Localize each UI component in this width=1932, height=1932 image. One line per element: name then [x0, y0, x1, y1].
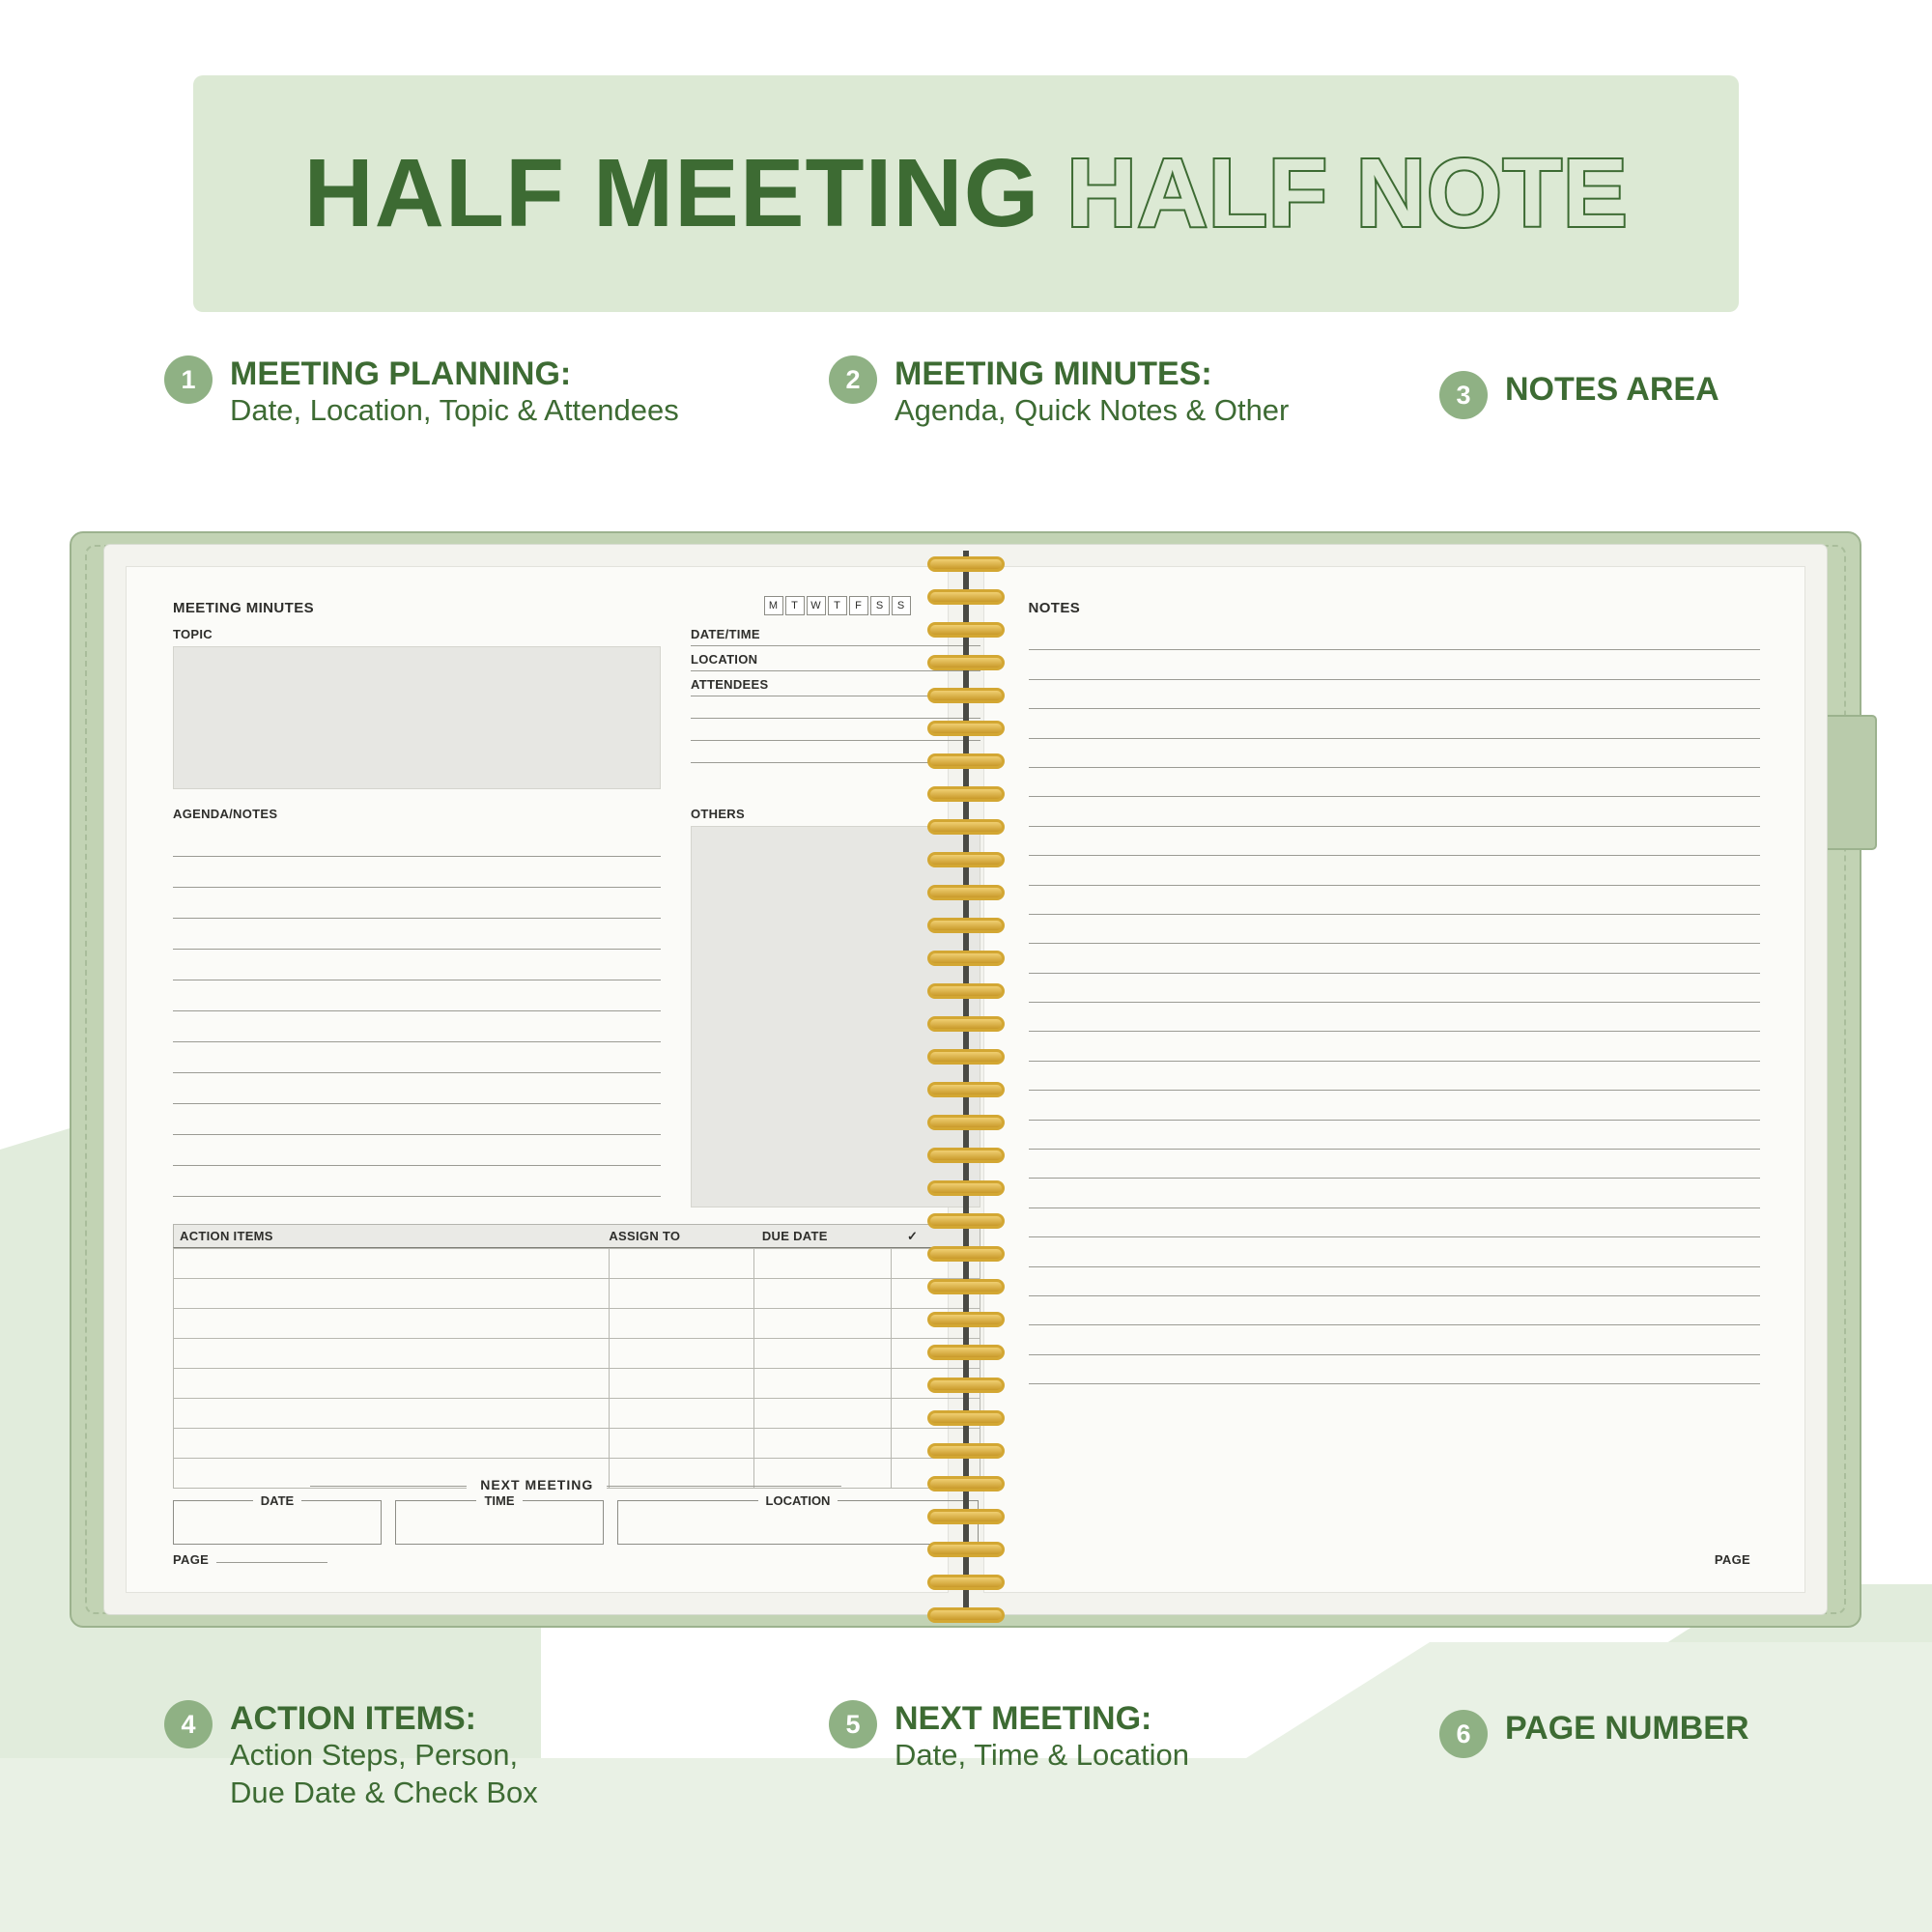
day-of-week-boxes [764, 596, 911, 615]
notes-line[interactable] [1029, 1062, 1761, 1091]
title-secondary: HALF NOTE [1066, 139, 1629, 247]
legend-badge-3: 3 [1439, 371, 1488, 419]
cell-assign[interactable] [609, 1249, 753, 1279]
legend-title-4: ACTION ITEMS: [230, 1700, 476, 1737]
agenda-line[interactable] [173, 1073, 661, 1104]
action-items-rows [173, 1248, 980, 1489]
legend-title-5: NEXT MEETING: [895, 1700, 1152, 1737]
notes-line[interactable] [1029, 621, 1761, 650]
notes-line[interactable] [1029, 1237, 1761, 1266]
day-box-sat[interactable]: S [870, 596, 890, 615]
day-box-wed[interactable]: W [807, 596, 826, 615]
cell-action[interactable] [174, 1369, 610, 1399]
notes-line[interactable] [1029, 680, 1761, 709]
cell-assign[interactable] [609, 1429, 753, 1459]
notes-line[interactable] [1029, 944, 1761, 973]
spiral-coil [927, 1443, 1005, 1459]
legend-title-6: PAGE NUMBER [1505, 1710, 1749, 1747]
agenda-line[interactable] [173, 888, 661, 919]
notes-line[interactable] [1029, 768, 1761, 797]
assign-to-col-header: ASSIGN TO [609, 1229, 681, 1243]
notes-line[interactable] [1029, 1325, 1761, 1354]
spiral-coil [927, 1279, 1005, 1294]
cell-assign[interactable] [609, 1279, 753, 1309]
table-row[interactable] [174, 1399, 980, 1429]
field-label-attendees: ATTENDEES [691, 677, 769, 692]
check-col-header: ✓ [906, 1229, 919, 1243]
notes-line[interactable] [1029, 650, 1761, 679]
action-items-table [173, 1224, 980, 1489]
day-box-thu[interactable]: T [828, 596, 847, 615]
legend-subtitle-4b: Due Date & Check Box [230, 1775, 538, 1809]
page-stack [104, 545, 1827, 1614]
table-row[interactable] [174, 1309, 980, 1339]
cell-action[interactable] [174, 1249, 610, 1279]
spiral-coil [927, 1575, 1005, 1590]
legend-item-1 [164, 355, 679, 430]
page-number-left [173, 1552, 327, 1567]
legend-item-2 [829, 355, 1289, 430]
day-box-fri[interactable]: F [849, 596, 868, 615]
table-row[interactable] [174, 1429, 980, 1459]
page-number-left-rule[interactable] [216, 1562, 327, 1563]
agenda-line[interactable] [173, 950, 661, 980]
table-row[interactable] [174, 1279, 980, 1309]
cell-due[interactable] [754, 1249, 892, 1279]
legend-bottom [145, 1700, 1845, 1874]
spiral-coil [927, 918, 1005, 933]
spiral-coil [927, 1312, 1005, 1327]
spiral-coil [927, 1082, 1005, 1097]
next-meeting-location-label: LOCATION [758, 1493, 838, 1508]
spiral-coil [927, 589, 1005, 605]
notes-line[interactable] [1029, 709, 1761, 738]
agenda-notes-lines[interactable] [173, 826, 661, 1228]
notes-line[interactable] [1029, 1267, 1761, 1296]
cell-assign[interactable] [609, 1309, 753, 1339]
cell-assign[interactable] [609, 1339, 753, 1369]
page-notes [983, 566, 1806, 1593]
agenda-line[interactable] [173, 919, 661, 950]
page-number-right-label: PAGE [1714, 1552, 1750, 1567]
notes-line[interactable] [1029, 1296, 1761, 1325]
page-meeting-minutes [126, 566, 949, 1593]
notes-line[interactable] [1029, 1032, 1761, 1061]
agenda-line[interactable] [173, 1104, 661, 1135]
field-label-location: LOCATION [691, 652, 758, 667]
notebook [70, 531, 1861, 1628]
spiral-coil [927, 1213, 1005, 1229]
spiral-coil [927, 556, 1005, 572]
cell-due[interactable] [754, 1399, 892, 1429]
notes-line[interactable] [1029, 1179, 1761, 1208]
notes-line[interactable] [1029, 1121, 1761, 1150]
spiral-coil [927, 1180, 1005, 1196]
cell-due[interactable] [754, 1339, 892, 1369]
spiral-coil [927, 951, 1005, 966]
cell-due[interactable] [754, 1279, 892, 1309]
spiral-coil [927, 1345, 1005, 1360]
agenda-line[interactable] [173, 980, 661, 1011]
spiral-coil [927, 1476, 1005, 1492]
table-row[interactable] [174, 1339, 980, 1369]
cell-action[interactable] [174, 1339, 610, 1369]
table-row[interactable] [174, 1369, 980, 1399]
legend-item-5 [829, 1700, 1189, 1775]
spiral-coil [927, 983, 1005, 999]
cell-action[interactable] [174, 1279, 610, 1309]
spiral-coil [927, 885, 1005, 900]
legend-title-3: NOTES AREA [1505, 371, 1719, 408]
legend-badge-5: 5 [829, 1700, 877, 1748]
cell-action[interactable] [174, 1309, 610, 1339]
topic-input-area[interactable] [173, 646, 661, 789]
legend-top [145, 355, 1845, 462]
legend-item-4 [164, 1700, 538, 1812]
cell-action[interactable] [174, 1429, 610, 1459]
notes-heading: NOTES [1028, 600, 1081, 616]
spiral-coil [927, 1607, 1005, 1623]
spiral-coil [927, 1148, 1005, 1163]
spiral-coil [927, 1016, 1005, 1032]
agenda-line[interactable] [173, 826, 661, 857]
next-meeting-boxes [173, 1493, 980, 1545]
notes-line[interactable] [1029, 739, 1761, 768]
next-meeting-date-label: DATE [253, 1493, 301, 1508]
legend-badge-1: 1 [164, 355, 213, 404]
legend-item-6 [1439, 1710, 1749, 1758]
due-date-col-header: DUE DATE [761, 1229, 828, 1243]
notes-line[interactable] [1029, 1003, 1761, 1032]
page-number-right [1715, 1552, 1758, 1567]
page-number-left-label: PAGE [173, 1552, 210, 1567]
legend-badge-2: 2 [829, 355, 877, 404]
agenda-line[interactable] [173, 1042, 661, 1073]
next-meeting-time-box[interactable] [395, 1493, 604, 1545]
spiral-coil [927, 852, 1005, 867]
notes-line[interactable] [1029, 1355, 1761, 1384]
spiral-coil [927, 688, 1005, 703]
spiral-coil [927, 1410, 1005, 1426]
spiral-coil [927, 1542, 1005, 1557]
agenda-notes-label: AGENDA/NOTES [173, 807, 278, 821]
notes-line[interactable] [1029, 915, 1761, 944]
day-box-tue[interactable]: T [785, 596, 805, 615]
title-primary: HALF MEETING [303, 139, 1040, 247]
spiral-coil [927, 1509, 1005, 1524]
notes-lines[interactable] [1029, 621, 1761, 1384]
title-banner [193, 75, 1739, 312]
notes-line[interactable] [1029, 1150, 1761, 1179]
topic-label: TOPIC [173, 627, 213, 641]
legend-badge-4: 4 [164, 1700, 213, 1748]
notes-line[interactable] [1029, 797, 1761, 826]
agenda-line[interactable] [173, 857, 661, 888]
cell-due[interactable] [754, 1369, 892, 1399]
notes-line[interactable] [1029, 827, 1761, 856]
agenda-line[interactable] [173, 1011, 661, 1042]
next-meeting-location-box[interactable] [617, 1493, 979, 1545]
others-label: OTHERS [691, 807, 745, 821]
next-meeting-heading-text: NEXT MEETING [467, 1477, 607, 1492]
spiral-coil [927, 655, 1005, 670]
notes-line[interactable] [1029, 856, 1761, 885]
action-items-col-header: ACTION ITEMS [180, 1229, 273, 1243]
day-box-mon[interactable]: M [764, 596, 783, 615]
action-items-table-header [173, 1224, 980, 1248]
spiral-coil [927, 1378, 1005, 1393]
agenda-line[interactable] [173, 1166, 661, 1197]
cell-due[interactable] [754, 1309, 892, 1339]
cell-action[interactable] [174, 1399, 610, 1429]
legend-subtitle-2: Agenda, Quick Notes & Other [895, 393, 1290, 428]
spiral-coil [927, 819, 1005, 835]
cell-assign[interactable] [609, 1369, 753, 1399]
notebook-spine [927, 551, 1005, 1608]
notes-line[interactable] [1029, 1208, 1761, 1237]
notes-line[interactable] [1029, 974, 1761, 1003]
spiral-coil [927, 786, 1005, 802]
day-box-sun[interactable]: S [892, 596, 911, 615]
legend-subtitle-1: Date, Location, Topic & Attendees [230, 393, 679, 428]
notes-line[interactable] [1029, 886, 1761, 915]
legend-subtitle-5: Date, Time & Location [895, 1738, 1189, 1773]
spiral-coil [927, 753, 1005, 769]
spiral-coil [927, 1049, 1005, 1065]
legend-title-1: MEETING PLANNING: [230, 355, 572, 392]
legend-title-2: MEETING MINUTES: [895, 355, 1212, 392]
spiral-coil [927, 721, 1005, 736]
legend-subtitle-4a: Action Steps, Person, [230, 1738, 519, 1773]
legend-item-3 [1439, 371, 1719, 419]
notes-line[interactable] [1029, 1091, 1761, 1120]
spiral-coil [927, 622, 1005, 638]
next-meeting-time-label: TIME [476, 1493, 522, 1508]
field-label-date-time: DATE/TIME [691, 627, 760, 641]
spiral-coil [927, 1115, 1005, 1130]
next-meeting-date-box[interactable] [173, 1493, 382, 1545]
agenda-line[interactable] [173, 1135, 661, 1166]
cell-due[interactable] [754, 1429, 892, 1459]
spiral-coil [927, 1246, 1005, 1262]
meeting-minutes-heading: MEETING MINUTES [173, 600, 315, 616]
table-row[interactable] [174, 1249, 980, 1279]
cell-assign[interactable] [609, 1399, 753, 1429]
legend-badge-6: 6 [1439, 1710, 1488, 1758]
